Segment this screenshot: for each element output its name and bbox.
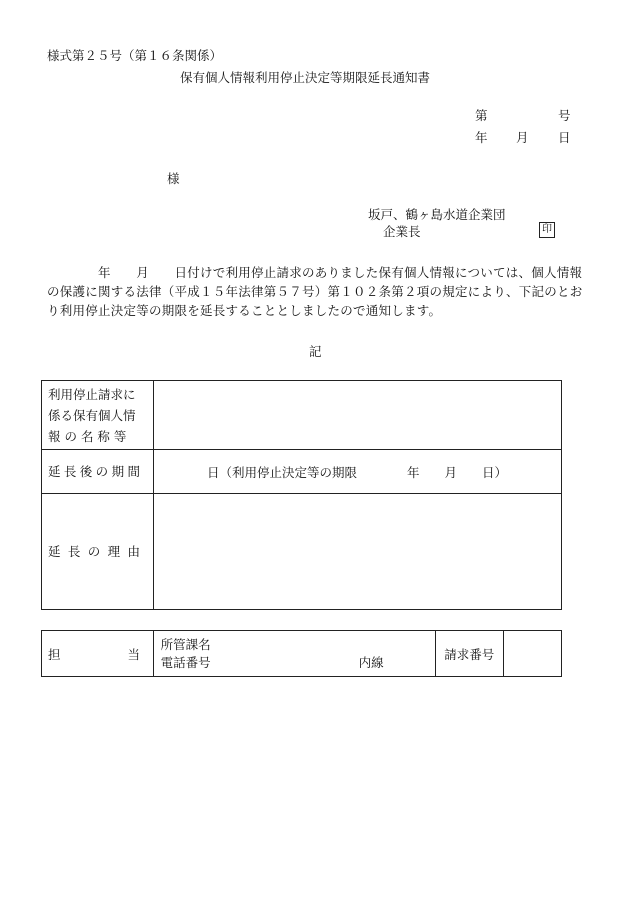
- extension-reason-label: [42, 494, 154, 610]
- request-info-label: [42, 381, 154, 450]
- contact-info: [153, 631, 435, 677]
- table-row: [42, 450, 562, 494]
- extension-label: 内線: [358, 654, 384, 670]
- request-number-label: 請求番号: [435, 631, 503, 677]
- issuer-organization: 坂戸、鶴ヶ島水道企業団: [368, 207, 506, 222]
- date-year: 年: [475, 130, 488, 145]
- contact-table: [41, 630, 562, 677]
- label-char: 延: [48, 464, 61, 479]
- issuer-title: 企業長: [383, 224, 421, 239]
- label-char: 当: [127, 646, 140, 662]
- label-char: 期: [111, 464, 125, 479]
- date-month: 月: [516, 130, 529, 145]
- table-row: [42, 381, 562, 450]
- phone-label: 電話番号: [160, 654, 211, 670]
- extension-reason-value[interactable]: [154, 494, 562, 610]
- label-char: の: [87, 544, 101, 559]
- dept-label: 所管課名: [160, 636, 211, 652]
- seal-mark: 印: [539, 222, 555, 238]
- doc-number-suffix: 号: [558, 108, 571, 123]
- extended-period-label: [42, 450, 154, 494]
- form-number: 様式第２５号（第１６条関係）: [47, 48, 223, 63]
- table-row: [42, 494, 562, 610]
- label-char: 後: [79, 464, 93, 479]
- label-line: 報 の 名 称 等: [48, 428, 127, 444]
- label-char: 由: [127, 544, 140, 559]
- tanto-label: [42, 631, 154, 677]
- extended-period-value[interactable]: 日（利用停止決定等の期限 年 月 日）: [154, 450, 562, 494]
- label-char: 長: [63, 464, 77, 479]
- label-line: 利用停止請求に: [48, 386, 136, 402]
- label-char: 延: [48, 544, 61, 559]
- document-title: 保有個人情報利用停止決定等期限延長通知書: [180, 70, 431, 85]
- label-char: 担: [48, 646, 61, 662]
- ki-heading: 記: [309, 344, 322, 359]
- table-row: [42, 631, 562, 677]
- doc-number-prefix: 第: [475, 108, 488, 123]
- addressee-suffix: 様: [167, 171, 180, 186]
- label-char: 間: [127, 464, 140, 479]
- label-char: の: [95, 464, 109, 479]
- details-table: [41, 380, 562, 610]
- label-char: 長: [67, 544, 81, 559]
- date-day: 日: [558, 130, 571, 145]
- label-char: 理: [107, 544, 121, 559]
- request-number-value[interactable]: [503, 631, 561, 677]
- label-line: 係る保有個人情: [48, 407, 136, 423]
- request-info-value[interactable]: [154, 381, 562, 450]
- phone-line: [161, 654, 435, 672]
- notice-body: 年 月 日付けで利用停止請求のありました保有個人情報については、個人情報の保護に関する法律（平成１５年法律第５７号）第１０２条第２項の規定により、下記のとおり利用停止決定等の期限を延長することとしましたので通知します。: [47, 265, 583, 318]
